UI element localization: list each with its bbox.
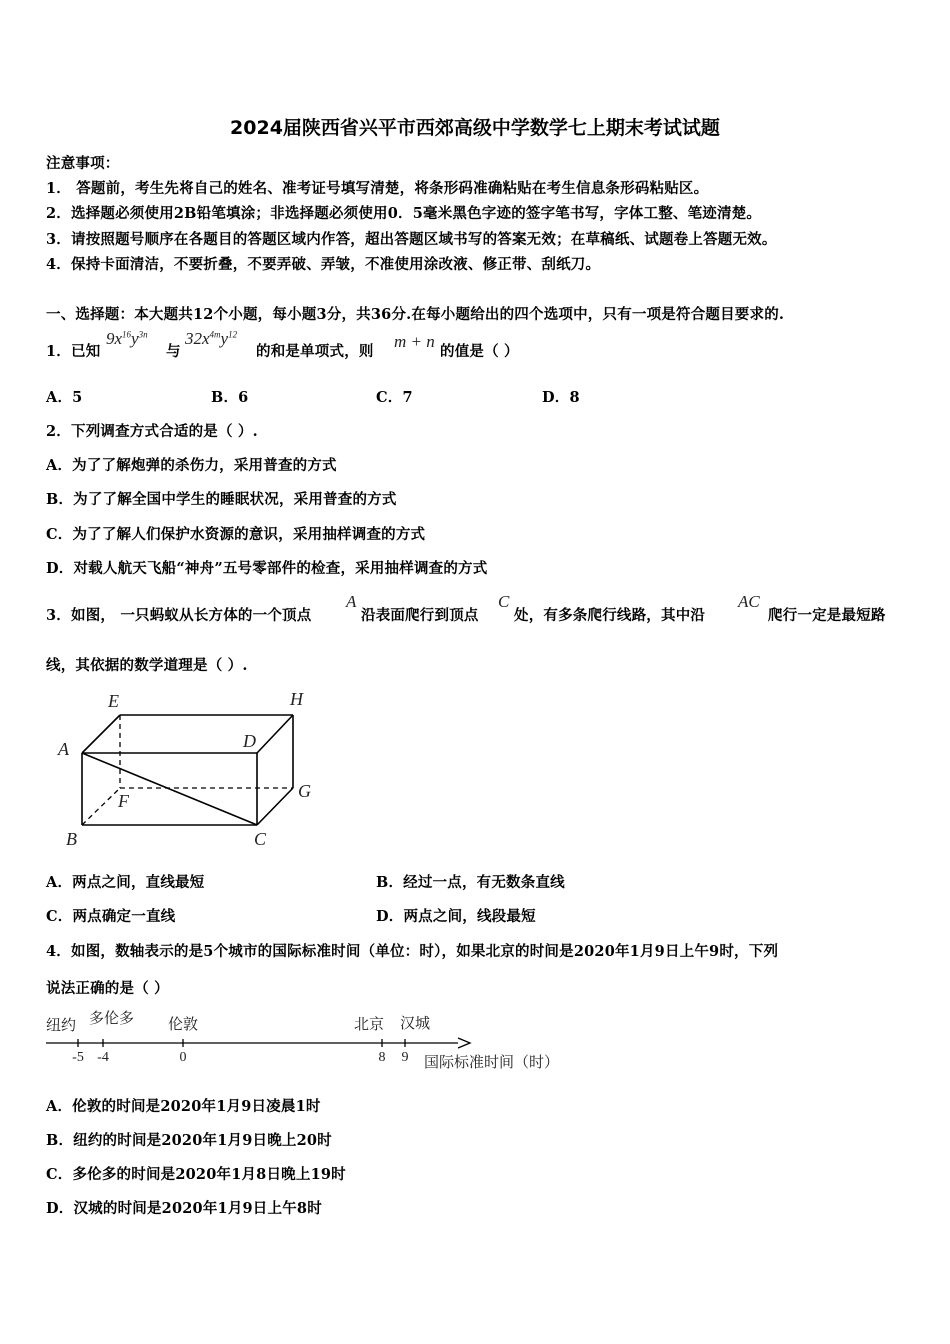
q1-expr: m + n	[394, 332, 435, 351]
notice-item: 3．请按照题号顺序在各题目的答题区域内作答，超出答题区域书写的答案无效；在草稿纸、试题卷上答题无效。	[46, 231, 777, 248]
q4-option-b: B．纽约的时间是2020年1月9日晚上20时	[46, 1132, 332, 1149]
q1-option-d: D．8	[542, 389, 580, 406]
q1-mid: 与	[166, 343, 181, 360]
q2-option-c: C．为了了解人们保护水资源的意识，采用抽样调查的方式	[46, 526, 426, 543]
tick-label: -4	[97, 1050, 109, 1065]
city-label-toronto: 多伦多	[89, 1011, 135, 1027]
q2-option-d: D．对载人航天飞船“神舟”五号零部件的检查，采用抽样调查的方式	[46, 560, 488, 577]
vertex-label-e: E	[108, 691, 119, 711]
number-line-figure	[40, 1005, 600, 1077]
vertex-label-h: H	[290, 689, 303, 709]
q3-part1: 3．如图， 一只蚂蚁从长方体的一个顶点	[46, 607, 312, 624]
vertex-label-f: F	[118, 791, 129, 811]
vertex-label-d: D	[243, 731, 256, 751]
q1-term1: $9x^{16}y^{3n}$	[106, 329, 148, 348]
page-title: 2024届陕西省兴平市西郊高级中学数学七上期末考试试题	[230, 117, 720, 139]
q3-var-c: C	[498, 592, 510, 611]
q2-option-a: A．为了了解炮弹的杀伤力，采用普查的方式	[46, 457, 337, 474]
q4-option-c: C．多伦多的时间是2020年1月8日晚上19时	[46, 1166, 346, 1183]
vertex-label-c: C	[254, 829, 267, 849]
q1-suffix: 的值是（ ）	[440, 343, 519, 360]
q3-option-c: C．两点确定一直线	[46, 908, 176, 925]
q1-option-b: B．6	[211, 389, 249, 406]
vertex-label-b: B	[66, 829, 77, 849]
q4-line1: 4．如图，数轴表示的是5个城市的国际标准时间（单位：时），如果北京的时间是2020年1月9日上午9时，下列	[46, 943, 779, 960]
q3-part2: 沿表面爬行到顶点	[361, 607, 479, 624]
cuboid-figure	[50, 685, 330, 855]
section-heading: 一、选择题：本大题共12个小题，每小题3分，共36分.在每小题给出的四个选项中，只有一项是符合题目要求的.	[46, 306, 785, 323]
q1-option-a: A．5	[46, 389, 83, 406]
q4-option-d: D．汉城的时间是2020年1月9日上午8时	[46, 1200, 322, 1217]
q3-option-d: D．两点之间，线段最短	[376, 908, 536, 925]
q3-line2: 线，其依据的数学道理是（ ）.	[46, 657, 248, 674]
city-label-seoul: 汉城	[400, 1016, 431, 1032]
q3-var-a: A	[346, 592, 357, 611]
q3-option-a: A．两点之间，直线最短	[46, 874, 205, 891]
notice-heading: 注意事项：	[46, 155, 120, 172]
q2-option-b: B．为了了解全国中学生的睡眠状况，采用普查的方式	[46, 491, 397, 508]
q1-term2: $32x^{4m}y^{12}$	[185, 329, 238, 348]
tick-label: 8	[378, 1050, 386, 1065]
q3-option-b: B．经过一点，有无数条直线	[376, 874, 565, 891]
axis-unit-label: 国际标准时间（时）	[424, 1055, 560, 1071]
notice-item: 1． 答题前，考生先将自己的姓名、准考证号填写清楚，将条形码准确粘贴在考生信息条形码粘贴区。	[46, 180, 709, 197]
city-label-london: 伦敦	[168, 1017, 199, 1033]
q3-part4: 爬行一定是最短路	[768, 607, 886, 624]
tick-label: 0	[179, 1050, 187, 1065]
city-label-newyork: 纽约	[46, 1018, 77, 1034]
q1-mid2: 的和是单项式，则	[256, 343, 374, 360]
q4-line2: 说法正确的是（ ）	[46, 980, 169, 997]
q1-option-c: C．7	[376, 389, 413, 406]
tick-label: 9	[401, 1050, 409, 1065]
q1-prefix: 1．已知	[46, 343, 101, 360]
city-label-beijing: 北京	[354, 1017, 385, 1033]
vertex-label-g: G	[298, 781, 311, 801]
q3-var-ac: AC	[738, 592, 760, 611]
q4-option-a: A．伦敦的时间是2020年1月9日凌晨1时	[46, 1098, 321, 1115]
tick-label: -5	[72, 1050, 84, 1065]
q2-stem: 2．下列调查方式合适的是（ ）.	[46, 423, 258, 440]
vertex-label-a: A	[58, 739, 69, 759]
notice-item: 4．保持卡面清洁，不要折叠，不要弄破、弄皱，不准使用涂改液、修正带、刮纸刀。	[46, 256, 601, 273]
q3-part3: 处，有多条爬行线路，其中沿	[514, 607, 706, 624]
notice-item: 2．选择题必须使用2B铅笔填涂；非选择题必须使用0．5毫米黑色字迹的签字笔书写，字体工整、笔迹清楚。	[46, 205, 762, 222]
